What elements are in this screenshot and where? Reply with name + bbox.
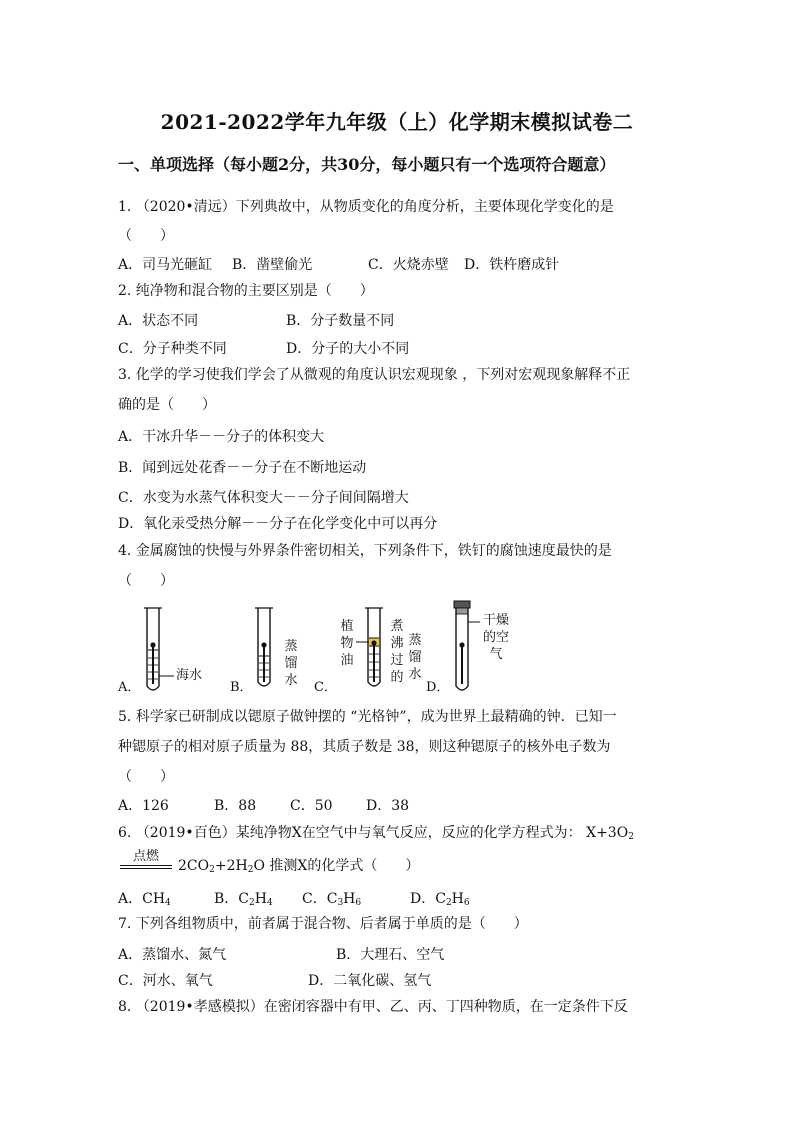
q3-stem-line1: 3. 化学的学习使我们学会了从微观的角度认识宏观现象 ，下列对宏观现象解释不正	[118, 367, 631, 383]
fig-a-label: 海水	[176, 668, 203, 683]
q1-stem-line1: 1. （2020•清远）下列典故中，从物质变化的角度分析，主要体现化学变化的是	[118, 199, 614, 215]
q6-option-d: D．$C_2H_6$	[410, 891, 470, 908]
q3-stem-line2: 确的是（ ）	[118, 397, 216, 413]
fig-c-oil-label: 植 物 油	[340, 619, 354, 668]
q5-stem-line1: 5. 科学家已研制成以锶原子做钟摆的 “光格钟”，成为世界上最精确的钟．已知一	[118, 709, 617, 725]
tube-b	[255, 608, 273, 686]
q2-option-b: B．分子数量不同	[286, 313, 395, 329]
q1-option-c: C．火烧赤壁	[368, 257, 449, 273]
q5-stem-line2: 种锶原子的相对原子质量为 88，其质子数是 38，则这种锶原子的核外电子数为	[118, 739, 611, 755]
q1-option-a: A．司马光砸缸	[118, 257, 213, 273]
q3-option-a: A．干冰升华－－分子的体积变大	[118, 429, 325, 445]
q7-option-b: B．大理石、空气	[336, 947, 445, 963]
fig-b-label: 蒸 馏 水	[284, 639, 298, 688]
q5-stem-line3: （ ）	[118, 769, 174, 785]
test-tube-figure	[118, 598, 518, 698]
q4-option-a: A．	[118, 680, 141, 695]
q3-option-d: D．氧化汞受热分解－－分子在化学变化中可以再分	[118, 516, 438, 532]
q6-option-b: B．$C_2H_4$	[214, 891, 273, 908]
tube-d	[454, 601, 480, 690]
tube-a	[144, 608, 174, 690]
q7-option-a: A．蒸馏水、氮气	[118, 947, 227, 963]
tube-c	[356, 608, 383, 686]
q5-option-c: C．50	[290, 798, 333, 814]
reaction-condition: 点燃	[132, 849, 159, 864]
q8-stem: 8. （2019•孝感模拟）在密闭容器中有甲、乙、丙、丁四种物质，在一定条件下反	[118, 999, 628, 1015]
q6-option-c: C．$C_3H_6$	[302, 891, 362, 908]
q1-option-d: D．铁杵磨成针	[464, 257, 560, 273]
fig-d-label: 干燥 的空 气	[482, 613, 509, 662]
fig-c-boiled-label: 煮 沸 过 的	[390, 619, 404, 685]
q4-option-b: B．	[230, 680, 253, 695]
q4-stem-line2: （ ）	[118, 573, 174, 589]
q1-stem-line2: （ ）	[118, 228, 174, 244]
q7-stem: 7. 下列各组物质中，前者属于混合物、后者属于单质的是（ ）	[118, 916, 528, 932]
q3-option-b: B．闻到远处花香－－分子在不断地运动	[118, 460, 367, 476]
q2-option-d: D．分子的大小不同	[286, 341, 410, 357]
q7-option-c: C．河水、氧气	[118, 973, 213, 989]
q1-option-b: B．凿壁偷光	[232, 257, 313, 273]
section-heading: 一、单项选择（每小题2分，共30分，每小题只有一个选项符合题意）	[118, 155, 616, 174]
q6-stem-line1: 6. （2019•百色）某纯净物X在空气中与氧气反应，反应的化学方程式为： $X+3O_2$	[118, 825, 634, 842]
q3-option-c: C．水变为水蒸气体积变大－－分子间间隔增大	[118, 490, 409, 506]
q2-option-a: A．状态不同	[118, 313, 199, 329]
q4-option-c: C．	[314, 680, 337, 695]
q2-stem: 2. 纯净物和混合物的主要区别是（ ）	[118, 283, 374, 299]
q5-option-a: A．126	[118, 798, 169, 814]
fig-c-water-label: 蒸 馏 水	[408, 633, 422, 682]
q6-stem-line2: $2CO_2+2H_2O$ 推测X的化学式（ ）	[178, 858, 420, 875]
q2-option-c: C．分子种类不同	[118, 341, 227, 357]
q5-option-d: D．38	[366, 798, 410, 814]
q6-option-a: A．$CH_4$	[118, 891, 171, 908]
q4-option-d: D．	[426, 680, 450, 695]
reaction-arrow	[118, 845, 174, 875]
q7-option-d: D．二氧化碳、氢气	[308, 973, 432, 989]
q5-option-b: B．88	[214, 798, 257, 814]
page-title: 2021-2022学年九年级（上）化学期末模拟试卷二	[160, 110, 634, 134]
q4-stem-line1: 4. 金属腐蚀的快慢与外界条件密切相关，下列条件下，铁钉的腐蚀速度最快的是	[118, 543, 612, 559]
